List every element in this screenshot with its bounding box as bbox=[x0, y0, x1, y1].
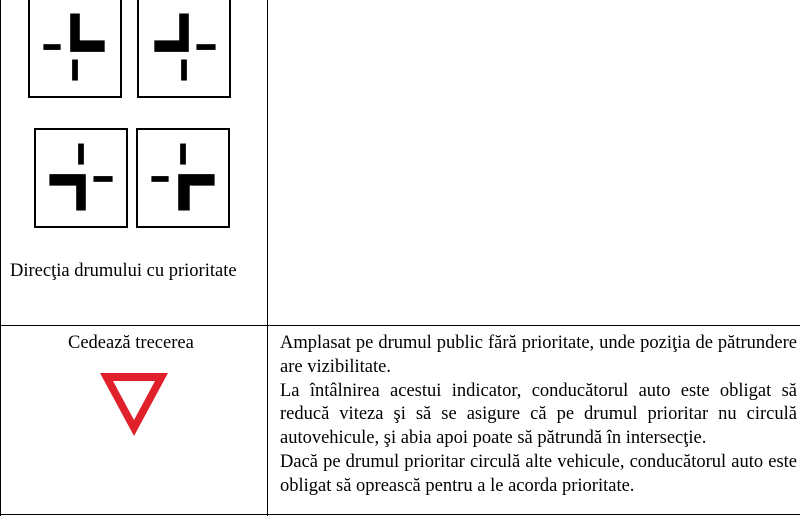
yield-triangle-icon bbox=[98, 370, 170, 438]
priority-road-direction-sign bbox=[34, 128, 128, 228]
priority-road-left-up-icon bbox=[139, 0, 229, 96]
sign-description bbox=[280, 332, 797, 499]
table-column-divider bbox=[267, 0, 268, 516]
sign-caption: Direcţia drumului cu prioritate bbox=[10, 261, 237, 281]
table-bottom-border bbox=[0, 514, 800, 515]
priority-road-direction-sign bbox=[28, 0, 122, 98]
priority-road-direction-sign bbox=[136, 128, 230, 228]
description-paragraph: Dacă pe drumul prioritar circulă alte vehicule, conducătorul auto este obligat să oprească pentru a le acorda prioritate. bbox=[280, 451, 797, 496]
priority-road-right-up-icon bbox=[30, 0, 120, 96]
priority-road-right-down-icon bbox=[138, 130, 228, 226]
table-row bbox=[1, 0, 267, 325]
description-paragraph: Amplasat pe drumul public fără prioritate, unde poziţia de pătrundere are vizibilitate. bbox=[280, 333, 797, 377]
sign-caption: Cedează trecerea bbox=[68, 333, 194, 353]
priority-road-left-down-icon bbox=[36, 130, 126, 226]
description-paragraph: La întâlnirea acestui indicator, conducătorul auto este obligat să reducă viteza şi să se asigure că pe drumul prioritar nu circulă autovehicule, şi abia apoi poate să pătrundă în intersecţie. bbox=[280, 380, 797, 449]
priority-road-direction-sign bbox=[137, 0, 231, 98]
